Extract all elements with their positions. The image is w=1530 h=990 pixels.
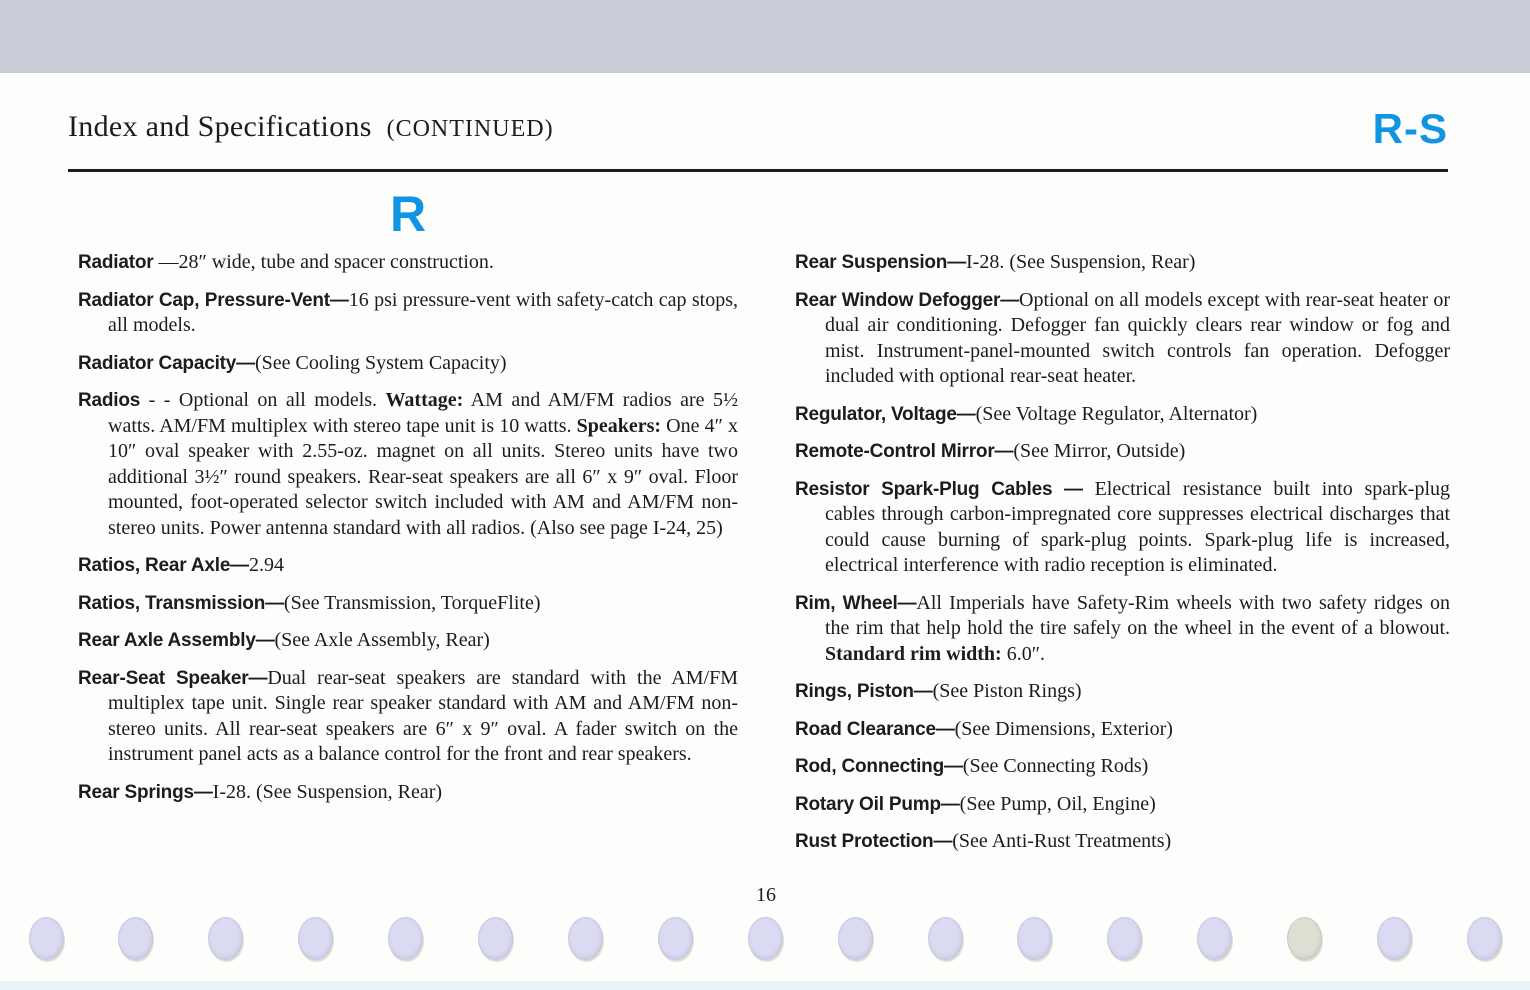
page-number: 16 bbox=[756, 884, 776, 906]
right-column bbox=[795, 184, 1450, 867]
binding-hole bbox=[1107, 917, 1142, 960]
section-range-tag: R-S bbox=[1372, 105, 1448, 152]
page-title-continued bbox=[380, 116, 387, 142]
index-entry bbox=[795, 829, 1450, 855]
index-entry bbox=[795, 439, 1450, 465]
entry-term: Rotary Oil Pump— bbox=[795, 793, 960, 815]
index-entry bbox=[795, 288, 1450, 390]
entry-text: 6.0″. bbox=[1001, 642, 1046, 665]
index-entry bbox=[78, 666, 738, 768]
index-entry bbox=[795, 477, 1450, 579]
entry-term: Rim, Wheel— bbox=[795, 592, 917, 614]
right-column-entries bbox=[795, 250, 1450, 855]
entry-term: Road Clearance— bbox=[795, 718, 955, 740]
entry-text: (See Piston Rings) bbox=[932, 680, 1082, 702]
section-letter: R bbox=[389, 186, 427, 242]
entry-term: Radiator Capacity— bbox=[78, 352, 255, 374]
index-entry bbox=[795, 754, 1450, 780]
binding-hole bbox=[1287, 917, 1322, 960]
index-entry bbox=[78, 628, 738, 654]
index-entry bbox=[795, 679, 1450, 705]
entry-text: (See Voltage Regulator, Alternator) bbox=[975, 402, 1258, 425]
binder-top-band bbox=[0, 0, 1530, 73]
entry-text: (See Cooling System Capacity) bbox=[254, 351, 507, 374]
entry-text: Electrical resistance built into spark-plug cables through carbon-impregnated core suppresses electrical discharges that could cause burning of spark-plug points. Spark-plug life is increased, electrical interference with radio reception is eliminated. bbox=[825, 477, 1451, 576]
entry-term: Rust Protection— bbox=[795, 831, 953, 852]
entry-text: (See Anti-Rust Treatments) bbox=[952, 830, 1172, 852]
binding-hole bbox=[298, 917, 333, 960]
entry-text: 16 psi pressure-vent with safety-catch cap stops, all models. bbox=[108, 288, 739, 336]
entry-term: Radiator bbox=[78, 252, 154, 273]
entry-term: Rear Window Defogger— bbox=[795, 289, 1020, 311]
binding-hole bbox=[118, 917, 153, 960]
entry-term: Rear Suspension— bbox=[795, 252, 967, 273]
binding-hole bbox=[388, 917, 423, 960]
entry-term: Radios bbox=[78, 390, 141, 411]
index-entry bbox=[78, 591, 738, 617]
binding-hole bbox=[1197, 917, 1232, 960]
left-column-entries bbox=[78, 250, 738, 805]
index-entry bbox=[78, 780, 738, 806]
header-rule bbox=[68, 169, 1448, 172]
entry-text: (See Dimensions, Exterior) bbox=[954, 717, 1173, 740]
entry-term: Resistor Spark-Plug Cables — bbox=[795, 478, 1095, 500]
entry-text: I-28. (See Suspension, Rear) bbox=[212, 780, 443, 803]
entry-text: One 4″ x 10″ oval speaker with 2.55-oz. magnet on all units. Stereo units have two additional 3½″ round speakers. Rear-seat speakers are all 6″ x 9″ oval. Floor mounted, foot-operated selector switch included with AM and AM/FM non-stereo units. Power antenna standard with all radios. (Also see page I-24, 25) bbox=[108, 414, 738, 539]
binding-hole bbox=[1017, 917, 1052, 960]
entry-text: AM and AM/FM radios are 5½ watts. AM/FM multiplex with stereo tape unit is 10 watts. bbox=[108, 389, 738, 437]
entry-text: Optional on all models except with rear-seat heater or dual air conditioning. Defogger fan quickly clears rear window or fog and mist. Instrument-panel-mounted switch controls fan operation. Defogger included with optional rear-seat heater. bbox=[825, 288, 1450, 387]
entry-term: Ratios, Rear Axle— bbox=[78, 555, 249, 576]
left-column bbox=[78, 184, 738, 867]
entry-text: (See Connecting Rods) bbox=[962, 755, 1149, 777]
binding-hole bbox=[838, 917, 873, 960]
entry-text: I-28. (See Suspension, Rear) bbox=[966, 251, 1196, 273]
entry-text: - - Optional on all models. bbox=[140, 389, 386, 411]
binding-hole bbox=[29, 917, 64, 960]
page-header bbox=[68, 104, 1448, 152]
index-columns bbox=[78, 184, 1450, 867]
binding-holes-row bbox=[0, 917, 1530, 961]
binding-hole bbox=[1377, 917, 1412, 960]
index-entry bbox=[78, 288, 738, 339]
page-title bbox=[68, 110, 554, 146]
entry-text: —28″ wide, tube and spacer construction. bbox=[153, 251, 494, 273]
index-entry bbox=[78, 388, 738, 541]
binding-hole bbox=[928, 917, 963, 960]
index-entry bbox=[795, 591, 1450, 668]
binding-hole bbox=[208, 917, 243, 960]
index-entry bbox=[78, 351, 738, 377]
entry-text: 2.94 bbox=[248, 554, 284, 576]
entry-term: Rear-Seat Speaker— bbox=[78, 667, 268, 689]
binding-hole bbox=[1467, 917, 1502, 960]
entry-term: Remote-Control Mirror— bbox=[795, 441, 1014, 462]
entry-text: (See Axle Assembly, Rear) bbox=[274, 629, 490, 651]
index-entry bbox=[795, 250, 1450, 276]
continued-label: (CONTINUED) bbox=[386, 116, 554, 142]
entry-text: Wattage: bbox=[385, 389, 464, 411]
entry-term: Rings, Piston— bbox=[795, 681, 933, 702]
index-entry bbox=[78, 250, 738, 276]
binding-hole bbox=[748, 917, 783, 960]
entry-term: Rear Springs— bbox=[78, 781, 213, 803]
entry-text: Standard rim width: bbox=[825, 642, 1002, 665]
entry-term: Rear Axle Assembly— bbox=[78, 630, 275, 651]
index-entry bbox=[795, 402, 1450, 428]
binding-hole bbox=[478, 917, 513, 960]
entry-text: Speakers: bbox=[576, 414, 662, 437]
index-entry bbox=[795, 792, 1450, 818]
page-bottom-strip bbox=[0, 981, 1530, 990]
entry-term: Ratios, Transmission— bbox=[78, 592, 284, 614]
entry-text: (See Transmission, TorqueFlite) bbox=[283, 591, 541, 614]
entry-term: Radiator Cap, Pressure-Vent— bbox=[78, 289, 349, 311]
entry-term: Rod, Connecting— bbox=[795, 756, 963, 777]
entry-term: Regulator, Voltage— bbox=[795, 403, 976, 425]
entry-text: (See Pump, Oil, Engine) bbox=[959, 792, 1156, 815]
page-title-text: Index and Specifications bbox=[68, 110, 372, 143]
entry-text: Dual rear-seat speakers are standard with the AM/FM multiplex tape unit. Single rear speaker standard with AM and AM/FM non-stereo units. All rear-seat speakers are 6″ x 9″ oval. A fader switch on the instrument panel acts as a balance control for the front and rear speakers. bbox=[108, 666, 738, 765]
entry-text: All Imperials have Safety-Rim wheels with two safety ridges on the rim that help hold the tire safely on the wheel in the event of a blowout. bbox=[825, 591, 1450, 639]
binding-hole bbox=[568, 917, 603, 960]
index-entry bbox=[795, 717, 1450, 743]
binding-hole bbox=[658, 917, 693, 960]
entry-text: (See Mirror, Outside) bbox=[1013, 440, 1186, 462]
index-entry bbox=[78, 553, 738, 579]
